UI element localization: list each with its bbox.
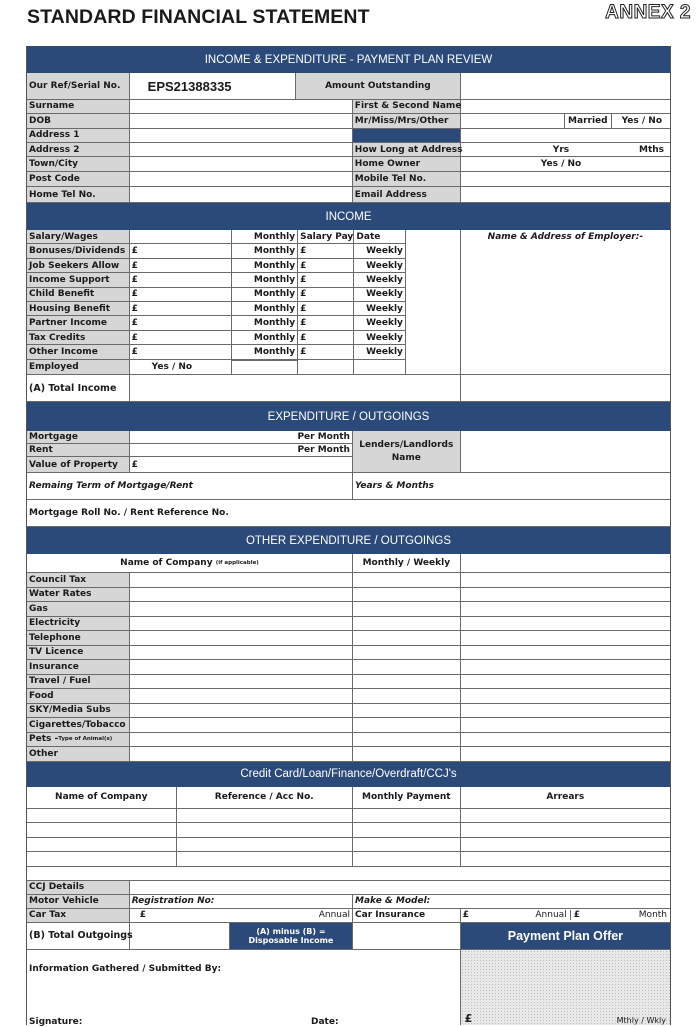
mortgage-per-month[interactable]: Per Month <box>130 431 352 444</box>
total-income-field[interactable] <box>130 375 461 401</box>
credit-row <box>27 852 670 867</box>
other-expenditure-row <box>27 631 670 646</box>
credit-field[interactable] <box>461 809 670 823</box>
other-expenditure-row <box>27 602 670 617</box>
credit-field[interactable] <box>177 809 353 823</box>
remaining-term-row <box>27 473 670 500</box>
lenders-label: Lenders/Landlords Name <box>353 431 461 472</box>
total-outgoings-field[interactable] <box>130 923 230 949</box>
other-expenditure-field[interactable] <box>130 631 353 645</box>
other-expenditure-field[interactable] <box>353 660 461 674</box>
credit-field[interactable] <box>27 852 177 866</box>
total-income-row <box>27 375 670 402</box>
mortgage-block <box>27 431 670 473</box>
income-item-label: Income Support <box>27 273 129 287</box>
other-expenditure-field[interactable] <box>461 660 670 674</box>
credit-row <box>27 823 670 838</box>
other-expenditure-field[interactable] <box>353 631 461 645</box>
other-expenditure-field[interactable] <box>130 733 353 747</box>
other-expenditure-field[interactable] <box>461 718 670 732</box>
credit-spacer <box>27 867 670 881</box>
amount-outstanding-field[interactable] <box>461 73 670 99</box>
section-header-income-expenditure: INCOME & EXPENDITURE - PAYMENT PLAN REVIEW <box>27 46 670 73</box>
other-expenditure-row <box>27 588 670 603</box>
title-label: Mr/Miss/Mrs/Other <box>353 114 460 129</box>
other-expenditure-label: Food <box>27 689 130 703</box>
total-income-label: (A) Total Income <box>27 375 130 401</box>
income-amounts[interactable]: £ £ £ £ £ £ £ £ Yes / No <box>130 230 233 374</box>
employed-label: Employed <box>29 361 79 372</box>
address1-label: Address 1 <box>27 129 129 143</box>
other-expenditure-label: Other <box>27 747 130 761</box>
other-expenditure-field[interactable] <box>353 617 461 631</box>
credit-field[interactable] <box>177 823 353 837</box>
ccj-row <box>27 881 670 895</box>
other-expenditure-field[interactable] <box>461 747 670 761</box>
income-item-label: Child Benefit <box>27 288 129 302</box>
dob-label: DOB <box>27 114 129 129</box>
other-expenditure-field[interactable] <box>130 602 353 616</box>
other-expenditure-label: Insurance <box>27 660 130 674</box>
other-expenditure-field[interactable] <box>353 602 461 616</box>
value-property-label: Value of Property <box>29 459 118 470</box>
surname-label: Surname <box>27 100 129 114</box>
yrs-label: Yrs <box>552 144 570 155</box>
personal-left-fields[interactable] <box>130 100 353 202</box>
other-expenditure-field[interactable] <box>130 573 353 587</box>
credit-field[interactable] <box>353 809 461 823</box>
rent-label: Rent <box>27 444 129 458</box>
married-options[interactable]: Yes / No <box>621 115 663 126</box>
income-labels <box>27 230 130 374</box>
other-expenditure-field[interactable] <box>130 747 353 761</box>
married-label: Married <box>564 114 612 128</box>
home-owner-options[interactable]: Yes / No <box>461 157 670 172</box>
income-item-label: Other Income <box>27 345 129 359</box>
date-label: Date: <box>311 1016 339 1027</box>
income-item-label: Housing Benefit <box>27 302 129 316</box>
credit-row <box>27 838 670 853</box>
other-expenditure-field[interactable] <box>130 617 353 631</box>
credit-field[interactable] <box>177 838 353 852</box>
other-expenditure-row <box>27 733 670 748</box>
remaining-term-label: Remaing Term of Mortgage/Rent <box>27 473 353 499</box>
credit-field[interactable] <box>461 838 670 852</box>
income-monthly: Monthly Monthly Monthly Monthly Monthly Monthly Monthly Monthly Monthly <box>232 230 298 374</box>
other-expenditure-field[interactable] <box>353 704 461 718</box>
mortgage-label: Mortgage <box>27 431 129 444</box>
credit-list <box>27 809 670 881</box>
disposable-field[interactable] <box>353 923 461 949</box>
other-expenditure-field[interactable] <box>353 588 461 602</box>
other-expenditure-field[interactable] <box>461 602 670 616</box>
other-header-row: Name of Company (if applicable) Monthly / Weekly <box>27 554 670 573</box>
income-weekly: Weekly Weekly Weekly Weekly Weekly Weekly Weekly Weekly <box>354 230 406 374</box>
other-expenditure-field[interactable] <box>130 660 353 674</box>
other-expenditure-field[interactable] <box>353 718 461 732</box>
rent-per-month[interactable]: Per Month <box>130 444 352 458</box>
section-header-credit: Credit Card/Loan/Finance/Overdraft/CCJ's <box>27 762 670 787</box>
amount-outstanding-label: Amount Outstanding <box>296 73 460 99</box>
registration-label[interactable]: Registration No: <box>130 895 353 908</box>
credit-header-row <box>27 787 670 809</box>
income-pay-date: Salary Pay Date £ £ £ £ £ £ £ £ <box>298 230 354 374</box>
credit-field[interactable] <box>461 823 670 837</box>
financial-statement-form <box>26 46 671 1025</box>
income-gap <box>406 230 461 374</box>
first-name-label: First & Second Name <box>353 100 460 114</box>
section-header-expenditure: EXPENDITURE / OUTGOINGS <box>27 402 670 431</box>
payment-plan-offer-field[interactable]: £ Mthly / Wkly <box>461 950 670 1025</box>
income-block <box>27 230 670 375</box>
other-expenditure-field[interactable] <box>353 689 461 703</box>
town-label: Town/City <box>27 157 129 172</box>
credit-field[interactable] <box>461 852 670 866</box>
payment-plan-offer-header: Payment Plan Offer <box>461 923 670 949</box>
other-expenditure-list <box>27 573 670 762</box>
years-months-label[interactable]: Years & Months <box>354 481 435 491</box>
other-expenditure-row <box>27 573 670 588</box>
other-expenditure-field[interactable] <box>461 689 670 703</box>
other-expenditure-field[interactable] <box>461 573 670 587</box>
make-model-label[interactable]: Make & Model: <box>355 896 431 906</box>
annex-label: ANNEX 2 <box>605 2 691 23</box>
lenders-field[interactable] <box>461 431 670 472</box>
income-item-label: Tax Credits <box>27 331 129 345</box>
credit-row <box>27 809 670 824</box>
other-expenditure-field[interactable] <box>461 675 670 689</box>
other-expenditure-label: Gas <box>27 602 130 616</box>
credit-field[interactable] <box>27 809 177 823</box>
other-expenditure-field[interactable] <box>130 646 353 660</box>
section-header-income: INCOME <box>27 203 670 230</box>
personal-right-labels <box>353 100 461 202</box>
other-expenditure-row <box>27 675 670 690</box>
our-ref-value[interactable]: EPS21388335 <box>130 73 297 99</box>
other-expenditure-field[interactable] <box>353 646 461 660</box>
page-title: STANDARD FINANCIAL STATEMENT <box>27 6 370 28</box>
other-expenditure-field[interactable] <box>461 588 670 602</box>
other-expenditure-field[interactable] <box>461 704 670 718</box>
disposable-label: (A) minus (B) = <box>256 926 326 936</box>
other-expenditure-label: Cigarettes/Tobacco <box>27 718 130 732</box>
value-property-field[interactable]: £ <box>131 459 138 470</box>
car-tax-row: Car Tax £ Annual Car Insurance £ Annual £ Month <box>27 909 670 923</box>
email-label: Email Address <box>354 189 427 200</box>
credit-field[interactable] <box>27 838 177 852</box>
employer-label: Name & Address of Employer:- <box>487 232 644 242</box>
other-expenditure-field[interactable] <box>130 689 353 703</box>
mobile-label: Mobile Tel No. <box>353 172 460 187</box>
motor-row <box>27 895 670 909</box>
roll-no-label: Mortgage Roll No. / Rent Reference No. <box>29 508 229 518</box>
other-expenditure-row <box>27 747 670 762</box>
car-insurance-label: Car Insurance <box>353 909 461 922</box>
mthly-wkly-label: Mthly / Wkly <box>616 1015 666 1025</box>
monthly-weekly-header: Monthly / Weekly <box>353 554 461 572</box>
mths-label: Mths <box>638 144 665 155</box>
personal-details-block <box>27 100 670 203</box>
roll-no-row[interactable] <box>27 500 670 527</box>
name-of-company-header: Name of Company <box>120 558 213 568</box>
credit-company-header: Name of Company <box>27 787 177 808</box>
other-expenditure-label: Council Tax <box>27 573 130 587</box>
other-expenditure-label: Water Rates <box>27 588 130 602</box>
credit-field[interactable] <box>27 823 177 837</box>
info-gathered-label: Information Gathered / Submitted By: <box>29 963 222 974</box>
blank-band-cell <box>353 129 460 143</box>
other-expenditure-field[interactable] <box>353 675 461 689</box>
other-expenditure-field[interactable] <box>353 733 461 747</box>
income-item-label: Partner Income <box>27 316 129 330</box>
other-expenditure-row <box>27 646 670 661</box>
credit-field[interactable] <box>353 852 461 866</box>
income-item-label: Salary/Wages <box>27 230 129 244</box>
section-header-other-expenditure: OTHER EXPENDITURE / OUTGOINGS <box>27 527 670 554</box>
income-item-label: Job Seekers Allow <box>27 259 129 273</box>
total-outgoings-row: (B) Total Outgoings (A) minus (B) = Disposable Income Payment Plan Offer <box>27 923 670 950</box>
motor-label: Motor Vehicle <box>27 895 130 908</box>
ref-row <box>27 73 670 100</box>
other-expenditure-row <box>27 617 670 632</box>
credit-field[interactable] <box>177 852 353 866</box>
our-ref-label: Our Ref/Serial No. <box>27 73 130 99</box>
home-tel-label: Home Tel No. <box>29 189 96 200</box>
other-expenditure-field[interactable] <box>130 704 353 718</box>
other-expenditure-field[interactable] <box>461 733 670 747</box>
other-expenditure-row <box>27 660 670 675</box>
other-expenditure-row <box>27 689 670 704</box>
credit-monthly-header: Monthly Payment <box>353 787 461 808</box>
total-outgoings-label: (B) Total Outgoings <box>27 923 130 949</box>
credit-reference-header: Reference / Acc No. <box>177 787 353 808</box>
other-expenditure-field[interactable] <box>353 747 461 761</box>
credit-field[interactable] <box>353 823 461 837</box>
submission-block <box>27 950 670 1025</box>
signature-label: Signature: <box>29 1016 83 1027</box>
postcode-label: Post Code <box>27 172 129 187</box>
other-expenditure-field[interactable] <box>130 588 353 602</box>
other-expenditure-row <box>27 704 670 719</box>
other-expenditure-row <box>27 718 670 733</box>
other-expenditure-field[interactable] <box>461 631 670 645</box>
credit-arrears-header: Arrears <box>546 792 585 802</box>
other-expenditure-field[interactable] <box>130 718 353 732</box>
other-expenditure-label: Electricity <box>27 617 130 631</box>
other-expenditure-field[interactable] <box>353 573 461 587</box>
other-expenditure-label: Pets - Type of Animal(s) <box>27 733 130 747</box>
personal-left-labels <box>27 100 130 202</box>
how-long-label: How Long at Address <box>353 143 460 158</box>
ccj-label: CCJ Details <box>27 881 130 894</box>
car-tax-label: Car Tax <box>27 909 130 922</box>
other-expenditure-label: TV Licence <box>27 646 130 660</box>
other-expenditure-label: SKY/Media Subs <box>27 704 130 718</box>
home-owner-label: Home Owner <box>353 157 460 172</box>
credit-field[interactable] <box>353 838 461 852</box>
other-expenditure-label: Travel / Fuel <box>27 675 130 689</box>
employed-options[interactable]: Yes / No <box>151 361 193 372</box>
personal-right-fields <box>461 100 670 202</box>
other-expenditure-field[interactable] <box>130 675 353 689</box>
income-item-label: Bonuses/Dividends <box>27 244 129 258</box>
other-expenditure-label: Telephone <box>27 631 130 645</box>
other-expenditure-field[interactable] <box>461 646 670 660</box>
address2-label: Address 2 <box>27 143 129 158</box>
other-expenditure-field[interactable] <box>461 617 670 631</box>
